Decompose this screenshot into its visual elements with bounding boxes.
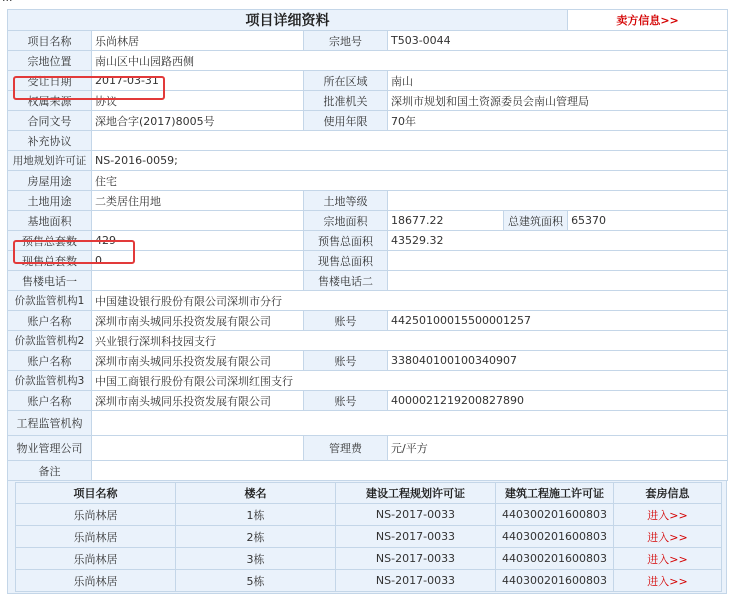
account2-name-value: 深圳市南头城同乐投资发展有限公司 bbox=[92, 351, 304, 371]
construction-permit-cell: 440300201600803 bbox=[496, 548, 614, 570]
unit-info-link[interactable]: 进入>> bbox=[614, 504, 722, 526]
supplement-value bbox=[92, 131, 728, 151]
fund-org1-label: 价款监管机构1 bbox=[8, 291, 92, 311]
project-name-cell: 乐尚林居 bbox=[16, 548, 176, 570]
building-name-cell: 3栋 bbox=[176, 548, 336, 570]
current-units-value: 0 bbox=[92, 251, 304, 271]
planning-permit-cell: NS-2017-0033 bbox=[336, 504, 496, 526]
presale-area-label: 预售总面积 bbox=[304, 231, 388, 251]
current-area-label: 现售总面积 bbox=[304, 251, 388, 271]
planning-permit-cell: NS-2017-0033 bbox=[336, 570, 496, 592]
transfer-date-label: 受让日期 bbox=[8, 71, 92, 91]
remarks-label: 备注 bbox=[8, 461, 92, 481]
account2-name-label: 账户名称 bbox=[8, 351, 92, 371]
land-permit-label: 用地规划许可证 bbox=[8, 151, 92, 171]
seller-info-link[interactable]: 卖方信息>> bbox=[568, 10, 728, 31]
presale-units-label: 预售总套数 bbox=[8, 231, 92, 251]
detail-panel bbox=[7, 9, 727, 594]
ownership-value: 协议 bbox=[92, 91, 304, 111]
land-area-label: 宗地面积 bbox=[304, 211, 388, 231]
account3-name-label: 账户名称 bbox=[8, 391, 92, 411]
supplement-label: 补充协议 bbox=[8, 131, 92, 151]
base-area-label: 基地面积 bbox=[8, 211, 92, 231]
col-construction-permit-header: 建筑工程施工许可证 bbox=[496, 483, 614, 504]
building-row bbox=[16, 504, 722, 526]
usage-years-value: 70年 bbox=[388, 111, 728, 131]
ownership-label: 权属来源 bbox=[8, 91, 92, 111]
fund-org1-value: 中国建设银行股份有限公司深圳市分行 bbox=[92, 291, 728, 311]
district-label: 所在区域 bbox=[304, 71, 388, 91]
total-build-area-value: 65370 bbox=[568, 211, 728, 231]
house-use-label: 房屋用途 bbox=[8, 171, 92, 191]
building-row bbox=[16, 548, 722, 570]
account2-no-label: 账号 bbox=[304, 351, 388, 371]
remarks-value bbox=[92, 461, 728, 481]
buildings-header-row bbox=[16, 483, 722, 504]
phone1-label: 售楼电话一 bbox=[8, 271, 92, 291]
account3-name-value: 深圳市南头城同乐投资发展有限公司 bbox=[92, 391, 304, 411]
construction-permit-cell: 440300201600803 bbox=[496, 526, 614, 548]
engineering-org-label: 工程监管机构 bbox=[8, 411, 92, 436]
current-area-value bbox=[388, 251, 728, 271]
account1-no-value: 44250100015500001257 bbox=[388, 311, 728, 331]
detail-table bbox=[7, 9, 728, 481]
current-units-label: 现售总套数 bbox=[8, 251, 92, 271]
account3-no-label: 账号 bbox=[304, 391, 388, 411]
fund-org3-value: 中国工商银行股份有限公司深圳红围支行 bbox=[92, 371, 728, 391]
unit-info-link[interactable]: 进入>> bbox=[614, 526, 722, 548]
construction-permit-cell: 440300201600803 bbox=[496, 504, 614, 526]
approval-label: 批准机关 bbox=[304, 91, 388, 111]
house-use-value: 住宅 bbox=[92, 171, 728, 191]
base-area-value bbox=[92, 211, 304, 231]
project-name-cell: 乐尚林居 bbox=[16, 570, 176, 592]
district-value: 南山 bbox=[388, 71, 728, 91]
project-name-value: 乐尚林居 bbox=[92, 31, 304, 51]
planning-permit-cell: NS-2017-0033 bbox=[336, 548, 496, 570]
engineering-org-value bbox=[92, 411, 728, 436]
land-grade-label: 土地等级 bbox=[304, 191, 388, 211]
fund-org2-value: 兴业银行深圳科技园支行 bbox=[92, 331, 728, 351]
project-name-label: 项目名称 bbox=[8, 31, 92, 51]
building-name-cell: 2栋 bbox=[176, 526, 336, 548]
land-permit-value: NS-2016-0059; bbox=[92, 151, 728, 171]
planning-permit-cell: NS-2017-0033 bbox=[336, 526, 496, 548]
unit-info-link[interactable]: 进入>> bbox=[614, 548, 722, 570]
col-building-name-header: 楼名 bbox=[176, 483, 336, 504]
usage-years-label: 使用年限 bbox=[304, 111, 388, 131]
col-unit-info-header: 套房信息 bbox=[614, 483, 722, 504]
unit-info-link[interactable]: 进入>> bbox=[614, 570, 722, 592]
building-row bbox=[16, 526, 722, 548]
phone1-value bbox=[92, 271, 304, 291]
col-project-name-header: 项目名称 bbox=[16, 483, 176, 504]
project-name-cell: 乐尚林居 bbox=[16, 526, 176, 548]
top-strip-text bbox=[2, 0, 13, 4]
fund-org3-label: 价款监管机构3 bbox=[8, 371, 92, 391]
land-location-label: 宗地位置 bbox=[8, 51, 92, 71]
building-row bbox=[16, 570, 722, 592]
land-location-value: 南山区中山园路西侧 bbox=[92, 51, 728, 71]
construction-permit-cell: 440300201600803 bbox=[496, 570, 614, 592]
col-planning-permit-header: 建设工程规划许可证 bbox=[336, 483, 496, 504]
presale-units-value: 429 bbox=[92, 231, 304, 251]
account3-no-value: 4000021219200827890 bbox=[388, 391, 728, 411]
buildings-panel bbox=[7, 481, 727, 594]
land-area-value: 18677.22 bbox=[388, 211, 504, 231]
land-use-label: 土地用途 bbox=[8, 191, 92, 211]
contract-label: 合同文号 bbox=[8, 111, 92, 131]
account1-name-value: 深圳市南头城同乐投资发展有限公司 bbox=[92, 311, 304, 331]
phone2-value bbox=[388, 271, 728, 291]
property-company-value bbox=[92, 436, 304, 461]
land-grade-value bbox=[388, 191, 728, 211]
project-name-cell: 乐尚林居 bbox=[16, 504, 176, 526]
mgmt-fee-label: 管理费 bbox=[304, 436, 388, 461]
mgmt-fee-value: 元/平方 bbox=[388, 436, 728, 461]
approval-value: 深圳市规划和国土资源委员会南山管理局 bbox=[388, 91, 728, 111]
land-no-value: T503-0044 bbox=[388, 31, 728, 51]
fund-org2-label: 价款监管机构2 bbox=[8, 331, 92, 351]
account2-no-value: 338040100100340907 bbox=[388, 351, 728, 371]
property-company-label: 物业管理公司 bbox=[8, 436, 92, 461]
account1-no-label: 账号 bbox=[304, 311, 388, 331]
land-use-value: 二类居住用地 bbox=[92, 191, 304, 211]
buildings-body bbox=[16, 504, 722, 592]
presale-area-value: 43529.32 bbox=[388, 231, 728, 251]
land-no-label: 宗地号 bbox=[304, 31, 388, 51]
transfer-date-value: 2017-03-31 bbox=[92, 71, 304, 91]
page-title: 项目详细资料 bbox=[8, 10, 568, 31]
building-name-cell: 5栋 bbox=[176, 570, 336, 592]
account1-name-label: 账户名称 bbox=[8, 311, 92, 331]
total-build-area-label: 总建筑面积 bbox=[504, 211, 568, 231]
phone2-label: 售楼电话二 bbox=[304, 271, 388, 291]
contract-value: 深地合字(2017)8005号 bbox=[92, 111, 304, 131]
buildings-table bbox=[15, 482, 722, 592]
top-strip bbox=[0, 0, 740, 6]
building-name-cell: 1栋 bbox=[176, 504, 336, 526]
